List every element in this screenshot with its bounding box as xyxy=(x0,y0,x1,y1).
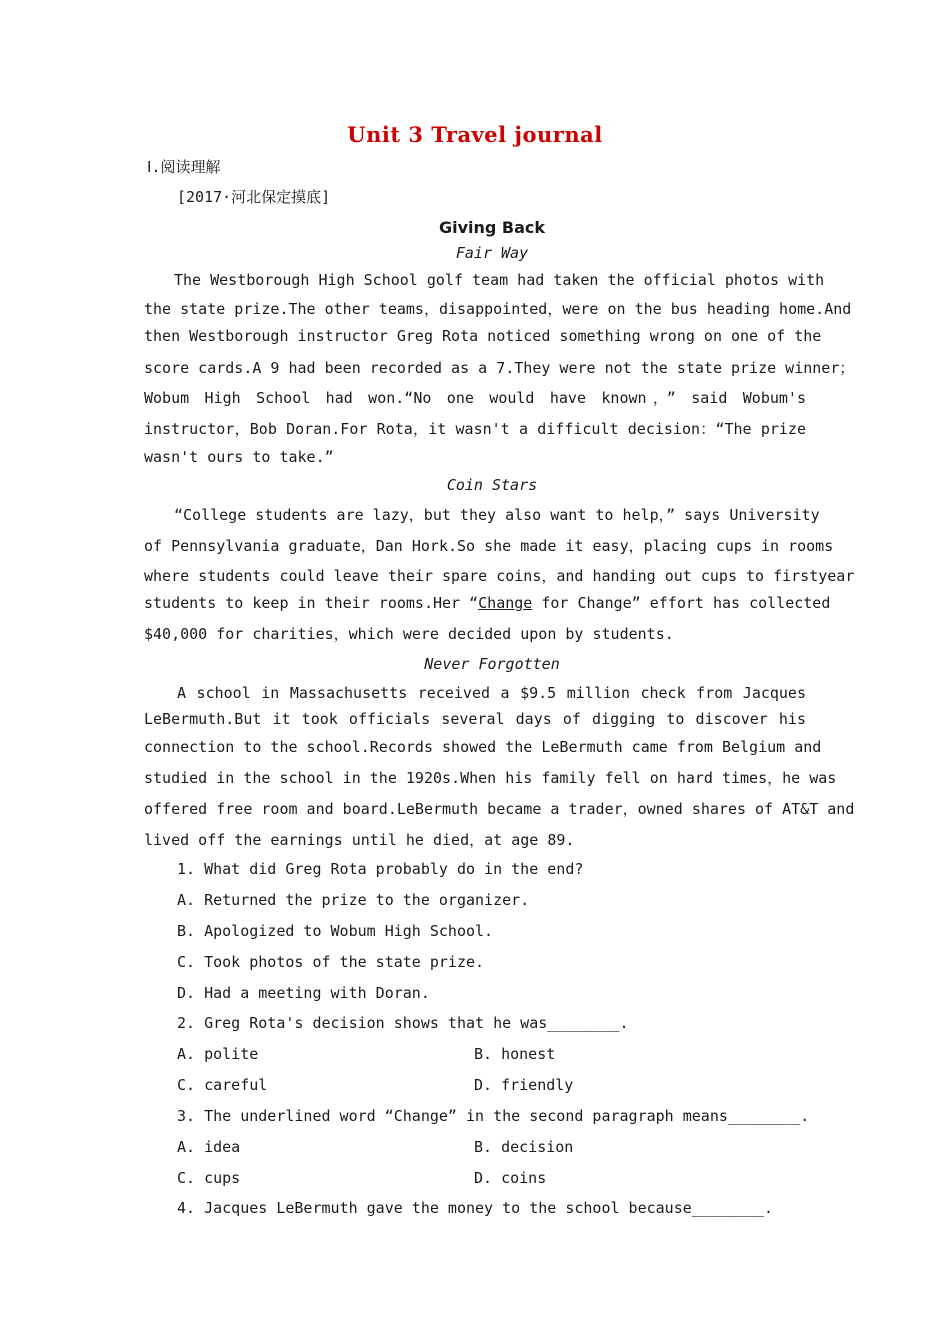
paragraph-line: The Westborough High School golf team had taken the official photos with xyxy=(144,271,825,289)
subheading-never-forgotten: Never Forgotten xyxy=(424,655,560,673)
question-2: 2. Greg Rota's decision shows that he was________. xyxy=(177,1014,629,1032)
paragraph-line: LeBermuth.But it took officials several days of digging to discover his xyxy=(144,710,806,728)
paragraph-line: where students could leave their spare coins，and handing out cups to firstyear xyxy=(144,567,855,585)
article-heading: Giving Back xyxy=(438,218,546,237)
question-4: 4. Jacques LeBermuth gave the money to the school because________. xyxy=(177,1199,774,1217)
page-title: Unit 3 Travel journal xyxy=(347,122,603,147)
subheading-fair-way: Fair Way xyxy=(455,244,529,262)
option-3d: D. coins xyxy=(474,1169,547,1187)
paragraph-line: $40,000 for charities，which were decided upon by students. xyxy=(144,625,674,643)
option-3b: B. decision xyxy=(474,1138,574,1156)
source-tag: [2017·河北保定摸底] xyxy=(177,188,331,206)
paragraph-line: wasn't ours to take.” xyxy=(144,448,334,466)
option-2b: B. honest xyxy=(474,1045,556,1063)
paragraph-line: the state prize.The other teams，disappointed，were on the bus heading home.And xyxy=(144,300,852,318)
paragraph-line: offered free room and board.LeBermuth became a trader，owned shares of AT&T and xyxy=(144,800,855,818)
option-2d: D. friendly xyxy=(474,1076,574,1094)
paragraph-line: lived off the earnings until he died，at age 89. xyxy=(144,831,575,849)
line-text: for Change” effort has collected xyxy=(532,594,831,612)
paragraph-line: “College students are lazy，but they also want to help，” says University xyxy=(144,506,820,524)
paragraph-line: score cards.A 9 had been recorded as a 7.They were not the state prize winner； xyxy=(144,359,855,377)
paragraph-line xyxy=(144,594,831,614)
question-1: 1. What did Greg Rota probably do in the end? xyxy=(177,860,584,878)
section-heading: Ⅰ.阅读理解 xyxy=(147,158,221,176)
option-2c: C. careful xyxy=(177,1076,268,1094)
underlined-word: Change xyxy=(478,594,533,612)
line-text: students to keep in their rooms.Her “ xyxy=(144,594,479,612)
option-1d: D. Had a meeting with Doran. xyxy=(177,984,430,1002)
option-2a: A. polite xyxy=(177,1045,259,1063)
question-3: 3. The underlined word “Change” in the second paragraph means________. xyxy=(177,1107,810,1125)
option-1b: B. Apologized to Wobum High School. xyxy=(177,922,494,940)
option-1c: C. Took photos of the state prize. xyxy=(177,953,485,971)
paragraph-line: of Pennsylvania graduate，Dan Hork.So she made it easy，placing cups in rooms xyxy=(144,537,834,555)
option-3c: C. cups xyxy=(177,1169,241,1187)
paragraph-line: connection to the school.Records showed the LeBermuth came from Belgium and xyxy=(144,738,822,756)
option-3a: A. idea xyxy=(177,1138,241,1156)
paragraph-line: then Westborough instructor Greg Rota noticed something wrong on one of the xyxy=(144,327,822,345)
paragraph-line: Wobum High School had won.“No one would have known，” said Wobum's xyxy=(144,389,806,407)
paragraph-line: instructor，Bob Doran.For Rota，it wasn't a difficult decision：“The prize xyxy=(144,420,806,438)
paragraph-line: A school in Massachusetts received a $9.5 million check from Jacques xyxy=(144,684,806,702)
subheading-coin-stars: Coin Stars xyxy=(446,476,538,494)
paragraph-line: studied in the school in the 1920s.When his family fell on hard times，he was xyxy=(144,769,837,787)
option-1a: A. Returned the prize to the organizer. xyxy=(177,891,530,909)
